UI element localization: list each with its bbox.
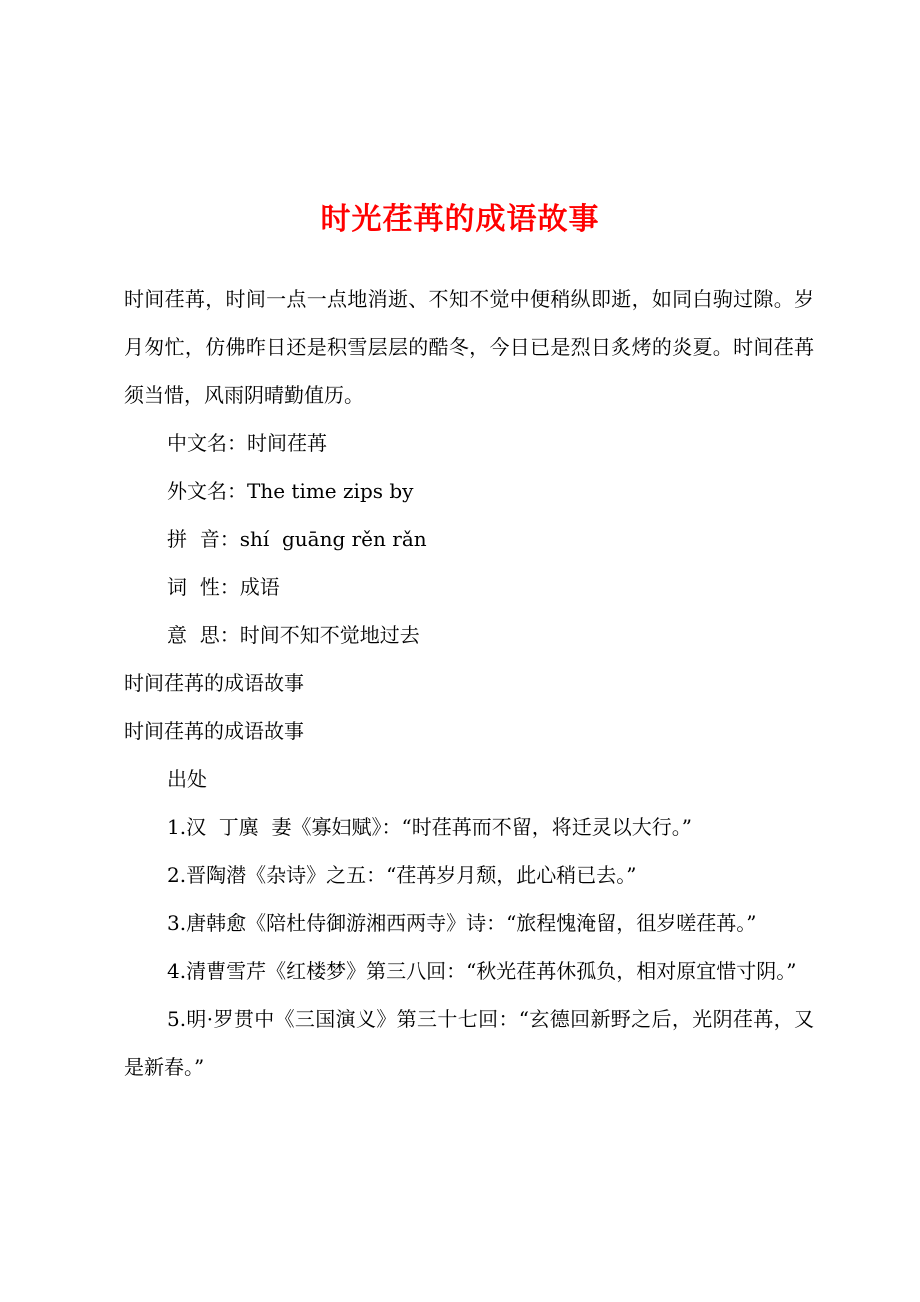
document-body — [124, 275, 814, 1091]
page-title: 时光荏苒的成语故事 — [320, 202, 600, 237]
source-item: 1.汉 丁廙 妻《寡妇赋》：“时荏苒而不留，将迁灵以大行。” — [167, 815, 692, 839]
source-item: 2.晋陶潜《杂诗》之五：“荏苒岁月颓，此心稍已去。” — [167, 863, 637, 887]
source-label: 出处 — [167, 767, 207, 791]
section-heading: 时间荏苒的成语故事 — [124, 719, 304, 743]
source-item: 5.明·罗贯中《三国演义》第三十七回：“玄德回新野之后，光阴荏苒，又是新春。” — [124, 1007, 814, 1079]
info-chinese-name: 中文名：时间荏苒 — [167, 431, 327, 455]
section-heading: 时间荏苒的成语故事 — [124, 671, 304, 695]
source-item: 3.唐韩愈《陪杜侍御游湘西两寺》诗：“旅程愧淹留，徂岁嗟荏苒。” — [167, 911, 757, 935]
info-pinyin: 拼 音：shí guāng rěn rǎn — [167, 527, 427, 551]
intro-paragraph: 时间荏苒，时间一点一点地消逝、不知不觉中便稍纵即逝，如同白驹过隙。岁月匆忙，仿佛昨日还是积雪层层的酷冬，今日已是烈日炙烤的炎夏。时间荏苒须当惜，风雨阴晴勤值历。 — [124, 287, 814, 407]
source-item: 4.清曹雪芹《红楼梦》第三八回：“秋光荏苒休孤负，相对原宜惜寸阴。” — [167, 959, 797, 983]
info-part-of-speech: 词 性：成语 — [167, 575, 280, 599]
info-foreign-name: 外文名：The time zips by — [167, 479, 414, 503]
info-meaning: 意 思：时间不知不觉地过去 — [167, 623, 420, 647]
